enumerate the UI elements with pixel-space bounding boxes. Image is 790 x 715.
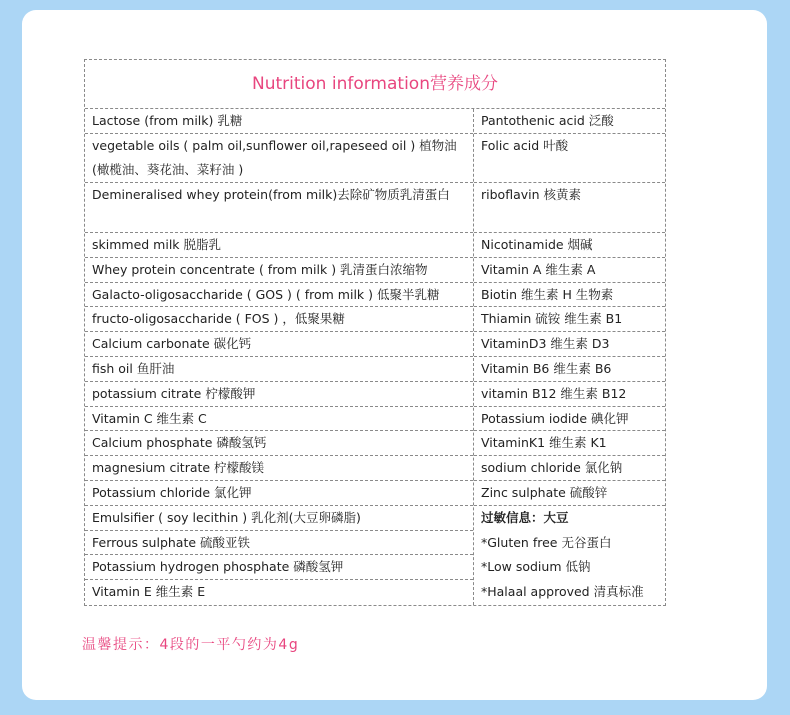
ingredient-row: Vitamin E 维生素 E xyxy=(92,584,206,600)
ingredient-row: Whey protein concentrate ( from milk ) 乳清蛋白浓缩物 xyxy=(85,258,473,283)
table-title: Nutrition information营养成分 xyxy=(85,60,665,109)
ingredient-row: vegetable oils ( palm oil,sunflower oil,rapeseed oil ) 植物油(橄榄油、葵花油、菜籽油 ) xyxy=(85,134,473,184)
allergy-note: *Halaal approved 清真标准 xyxy=(481,584,644,600)
vitamin-row: Vitamin B6 维生素 B6 xyxy=(474,357,665,382)
ingredient-row: Emulsifier ( soy lecithin ) 乳化剂(大豆卵磷脂) xyxy=(85,506,473,531)
ingredient-row: potassium citrate 柠檬酸钾 xyxy=(85,382,473,407)
vitamin-row: Biotin 维生素 H 生物素 xyxy=(474,283,665,308)
ingredient-row: skimmed milk 脱脂乳 xyxy=(85,233,473,258)
ingredient-row: Calcium carbonate 碳化钙 xyxy=(85,332,473,357)
vitamins-column xyxy=(474,109,665,605)
allergy-note: *Gluten free 无谷蛋白 xyxy=(481,534,612,550)
allergy-heading: 过敏信息：大豆 xyxy=(481,509,569,525)
vitamin-row: sodium chloride 氯化钠 xyxy=(474,456,665,481)
ingredient-row: Lactose (from milk) 乳糖 xyxy=(85,109,473,134)
vitamin-row: Folic acid 叶酸 xyxy=(474,134,665,184)
warm-tip: 温馨提示：4段的一平勺约为4g xyxy=(82,637,300,653)
vitamin-row: Vitamin A 维生素 A xyxy=(474,258,665,283)
vitamin-row: VitaminK1 维生素 K1 xyxy=(474,431,665,456)
vitamin-row: Potassium iodide 碘化钾 xyxy=(474,407,665,432)
ingredient-row: Galacto-oligosaccharide ( GOS ) ( from milk ) 低聚半乳糖 xyxy=(85,283,473,308)
vitamin-row: Thiamin 硫铵 维生素 B1 xyxy=(474,307,665,332)
ingredient-row: Vitamin C 维生素 C xyxy=(85,407,473,432)
ingredient-row: Ferrous sulphate 硫酸亚铁 xyxy=(85,531,473,556)
ingredient-row: Potassium hydrogen phosphate 磷酸氢钾 xyxy=(85,555,473,580)
vitamin-row: vitamin B12 维生素 B12 xyxy=(474,382,665,407)
ingredient-row: fructo-oligosaccharide ( FOS ) ，低聚果糖 xyxy=(85,307,473,332)
ingredient-row: fish oil 鱼肝油 xyxy=(85,357,473,382)
vitamin-row: riboflavin 核黄素 xyxy=(474,183,665,233)
ingredient-row: Potassium chloride 氯化钾 xyxy=(85,481,473,506)
vitamin-row: Pantothenic acid 泛酸 xyxy=(474,109,665,134)
nutrition-table xyxy=(84,59,666,606)
allergy-note: *Low sodium 低钠 xyxy=(481,559,591,575)
ingredient-row: Demineralised whey protein(from milk)去除矿物质乳清蛋白 xyxy=(85,183,473,233)
ingredients-column xyxy=(85,109,474,605)
ingredient-row: Calcium phosphate 磷酸氢钙 xyxy=(85,431,473,456)
vitamin-row: VitaminD3 维生素 D3 xyxy=(474,332,665,357)
vitamin-row: Zinc sulphate 硫酸锌 xyxy=(474,481,665,506)
vitamin-row: Nicotinamide 烟碱 xyxy=(474,233,665,258)
ingredient-row: magnesium citrate 柠檬酸镁 xyxy=(85,456,473,481)
